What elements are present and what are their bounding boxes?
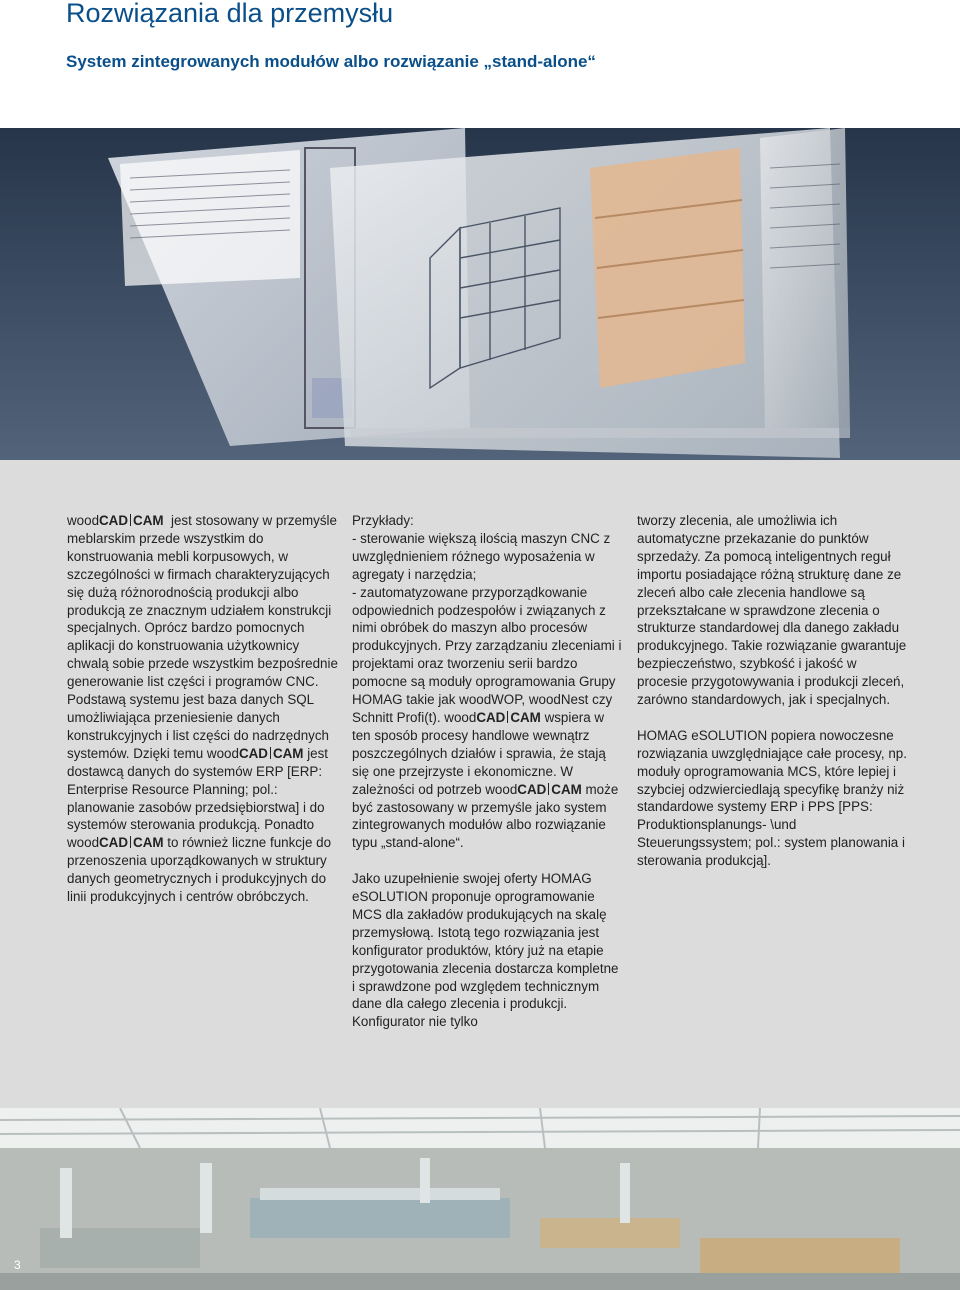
brand-separator [270, 747, 271, 759]
brand-cad: CAD [99, 835, 129, 851]
factory-machine-line [250, 1198, 510, 1238]
hero-illustration [0, 128, 960, 460]
brand-wood: wood [485, 781, 518, 797]
cad-software-screens-image [0, 128, 960, 460]
brand-cam: CAM [133, 835, 164, 851]
paragraph: Jako uzupełnienie swojej oferty HOMAG eSOLUTION proponuje oprogramowanie MCS dla zakładów produkujących na skalę przemysłową. Istotą tego rozwiązania jest konfigurator produktów, który już na etapie przygotowania zlecenia dostarcza kompletne i sprawdzone pod względem technicznym dane dla całego zlecenia i produkcji. Konfigurator nie tylko [352, 871, 619, 1030]
brand-cad: CAD [238, 745, 268, 761]
paragraph: tworzy zlecenia, ale umożliwia ich automatyczne przekazanie do punktów sprzedaży. Za pomocą inteligentnych reguł importu posiadające różną strukturę dane ze zleceń albo całe zlecenia handlowe są przekształcane w sprawdzone zlecenia o strukturze standardowej dla danego zakładu produkcyjnego. Takie rozwiązanie gwarantuje bezpieczeństwo, szybkość i jakość w procesie przygotowywania i produkcji zleceń, zarówno standardowych, jak i specjalnych. [637, 513, 907, 708]
brand-cam: CAM [510, 709, 541, 725]
brand-wood: wood [67, 835, 100, 851]
brand-cad: CAD [517, 781, 547, 797]
screen-properties-panel [760, 128, 850, 428]
page-title: Rozwiązania dla przemysłu [66, 0, 394, 28]
page-header [0, 0, 960, 128]
col1-text-a: jest stosowany w przemyśle meblarskim przede wszystkim do konstruowania mebli korpusowych, w szczególności w firmach charakteryzujących się dużą różnorodnością produkcji albo produkcją ze znacznym udziałem konstrukcji specjalnych. Oprócz bardzo pomocnych aplikacji do konstruowania użytkownicy chwalą sobie przede wszystkim bezpośrednie generowanie list części i programów CNC. Podstawą systemu jest baza danych SQL umożliwiająca przeniesienie danych konstrukcyjnych i list części do nadrzędnych systemów. Dzięki temu [67, 513, 338, 761]
brand-wood: wood [206, 745, 239, 761]
col1-text-b: jest dostawcą danych do systemów ERP [ERP: Enterprise Resource Planning; pol.: planowanie zasobów przedsiębiorstwa] i do systemów sterowania produkcją. Ponadto [67, 745, 329, 833]
col2-text-e: może być zastosowany w przemyśle jako system zintegrowanych modułów albo rozwiązanie typu „stand-alone“. [352, 781, 619, 851]
factory-illustration [0, 1108, 960, 1290]
brand-cam: CAM [133, 513, 164, 528]
col2-text-d: wspiera w ten sposób procesy handlowe wewnątrz poszczególnych działów i sprawia, że stają się one przejrzyste i ekonomiczne. W zależności od potrzeb [352, 709, 606, 797]
factory-stacked-boards [540, 1218, 680, 1248]
text-column-2 [352, 512, 624, 1031]
screen-3d-cabinet [590, 148, 745, 388]
brand-wood: wood [67, 513, 100, 528]
brand-cam: CAM [272, 745, 304, 761]
brand-cad: CAD [99, 513, 129, 528]
furniture-factory-floor-image [0, 1108, 960, 1290]
paragraph [352, 512, 624, 852]
col2-text-c: - zautomatyzowane przyporządkowanie odpowiednich podzespołów i związanych z nimi obróbek do maszyn albo procesów produkcyjnych. Przy zarządzaniu zleceniami i projektami oraz tworzeniu serii bardzo pomocne są moduły oprogramowania Grupy HOMAG takie jak woodWOP, woodNest czy Schnitt Profi(t). [352, 584, 622, 725]
brand-separator [507, 711, 508, 723]
paragraph [67, 512, 339, 906]
brand-separator [548, 783, 549, 795]
paragraph: HOMAG eSOLUTION popiera nowoczesne rozwiązania uwzględniające całe procesy, np. moduły oprogramowania MCS, które lepiej i szybciej odzwierciedlają specyfikę branży niż standardowe systemy ERP i PPS [PPS: Produktionsplanungs- \und Steuerungssystem; pol.: system planowania i sterowania produkcją]. [637, 727, 907, 869]
page-number: 3 [14, 1258, 21, 1272]
col1-text-c: to również liczne funkcje do przenoszenia uporządkowanych w struktury danych geometrycznych i produkcyjnych do linii produkcyjnych i centrów obróbczych. [67, 835, 332, 905]
col2-text-b: - sterowanie większą ilością maszyn CNC z uwzględnieniem różnego wyposażenia w agregaty i narzędzia; [352, 530, 611, 582]
text-column-3 [637, 512, 909, 870]
brand-wood: wood [444, 709, 477, 725]
brand-separator [130, 836, 131, 848]
brand-cad: CAD [476, 709, 506, 725]
brand-cam: CAM [551, 781, 582, 797]
text-column-1 [67, 512, 339, 906]
col2-text-a: Przykłady: [352, 513, 414, 528]
brand-separator [130, 514, 131, 526]
page-subtitle: System zintegrowanych modułów albo rozwiązanie „stand-alone“ [66, 52, 596, 71]
